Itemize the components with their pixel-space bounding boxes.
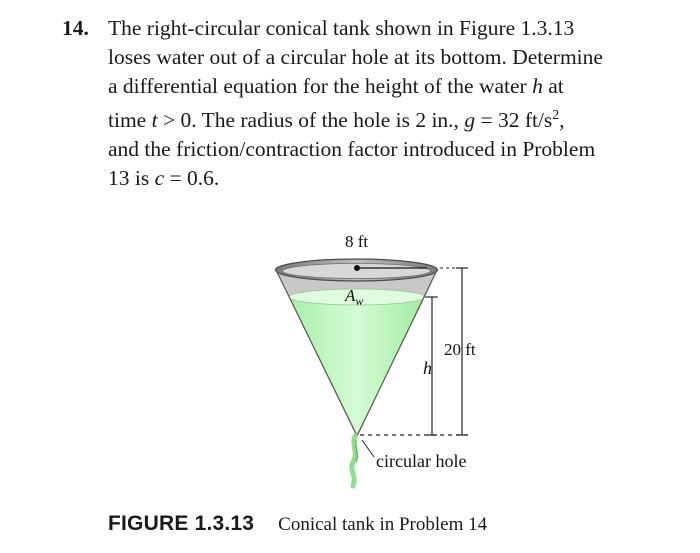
height-label: 20 ft [444, 340, 476, 359]
water-body [289, 296, 425, 435]
var-g: g [464, 108, 476, 133]
figure-label: FIGURE 1.3.13 [108, 512, 255, 535]
problem-line-2: loses water out of a circular hole at its bottom. Determine [108, 45, 603, 69]
figure-caption-text: Conical tank in Problem 14 [278, 514, 488, 535]
diameter-label: 8 ft [345, 232, 369, 251]
figure-caption [108, 512, 487, 536]
problem-line-5: and the friction/contraction factor introduced in Problem [108, 137, 596, 162]
hole-leader [362, 440, 374, 457]
problem-line-4: time t > 0. The radius of the hole is 2 in., g = 32 $ft/s^2$, [108, 108, 565, 133]
problem-line-3: a differential equation for the height of the water h at [108, 74, 564, 98]
h-label: h [423, 358, 432, 378]
var-c: c [154, 166, 165, 191]
var-t: t [151, 108, 158, 133]
var-h: h [532, 74, 543, 98]
problem-number: 14. [62, 16, 89, 40]
area-label: $A_w$ [345, 286, 364, 308]
problem-line-1: The right-circular conical tank shown in Figure 1.3.13 [108, 16, 575, 40]
problem-line-6: 13 is c = 0.6. [108, 166, 220, 191]
water-stream [352, 436, 355, 486]
hole-label: circular hole [376, 451, 467, 471]
